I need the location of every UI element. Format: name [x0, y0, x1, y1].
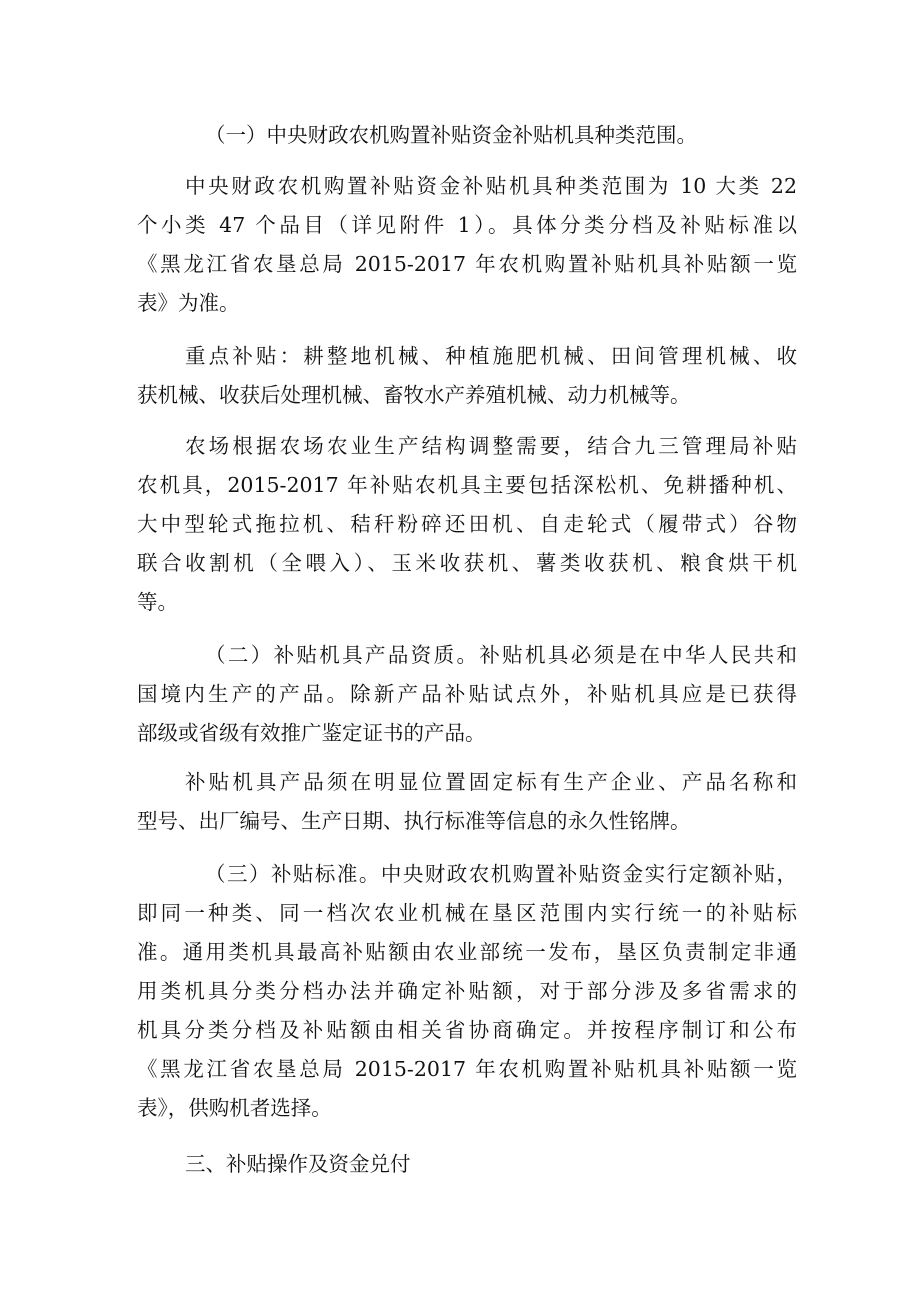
text-line: 重点补贴：耕整地机械、种植施肥机械、田间管理机械、收	[185, 344, 797, 368]
text-line: 《黑龙江省农垦总局 2015-2017 年农机购置补贴机具补贴额一览	[137, 252, 797, 276]
text-line: 获机械、收获后处理机械、畜牧水产养殖机械、动力机械等。	[137, 383, 691, 407]
text-line: 大中型轮式拖拉机、秸秆粉碎还田机、自走轮式（履带式）谷物	[137, 512, 797, 536]
text-line: 《黑龙江省农垦总局 2015-2017 年农机购置补贴机具补贴额一览	[137, 1057, 797, 1081]
text-line: 农场根据农场农业生产结构调整需要，结合九三管理局补贴	[185, 434, 797, 458]
text-line: 型号、出厂编号、生产日期、执行标准等信息的永久性铭牌。	[137, 809, 691, 833]
text-line: 部级或省级有效推广鉴定证书的产品。	[137, 721, 486, 745]
text-line: 个小类 47 个品目（详见附件 1）。具体分类分档及补贴标准以	[137, 213, 797, 237]
text-line: 用类机具分类分档办法并确定补贴额，对于部分涉及多省需求的	[137, 979, 797, 1003]
text-line: 国境内生产的产品。除新产品补贴试点外，补贴机具应是已获得	[137, 682, 797, 706]
text-line: 准。通用类机具最高补贴额由农业部统一发布，垦区负责制定非通	[137, 940, 797, 964]
paragraph-heading-central-range: （一）中央财政农机购置补贴资金补贴机具种类范围。	[205, 123, 697, 147]
text-line: 表》，供购机者选择。	[137, 1096, 332, 1120]
section-heading-subsidy-operation: 三、补贴操作及资金兑付	[185, 1152, 411, 1176]
text-line: 即同一种类、同一档次农业机械在垦区范围内实行统一的补贴标	[137, 901, 797, 925]
text-line: 表》为准。	[137, 291, 240, 315]
text-line: 等。	[137, 590, 178, 614]
text-line: 机具分类分档及补贴额由相关省协商确定。并按程序制订和公布	[137, 1018, 797, 1042]
text-line: 补贴机具产品须在明显位置固定标有生产企业、产品名称和	[185, 770, 797, 794]
text-line: 联合收割机（全喂入）、玉米收获机、薯类收获机、粮食烘干机	[137, 551, 797, 575]
paragraph-heading-subsidy-standard: （三）补贴标准。中央财政农机购置补贴资金实行定额补贴，	[205, 862, 797, 886]
paragraph-heading-product-qualification: （二）补贴机具产品资质。补贴机具必须是在中华人民共和	[205, 643, 797, 667]
text-line: 中央财政农机购置补贴资金补贴机具种类范围为 10 大类 22	[185, 174, 797, 198]
text-line: 农机具，2015-2017 年补贴农机具主要包括深松机、免耕播种机、	[137, 473, 797, 497]
